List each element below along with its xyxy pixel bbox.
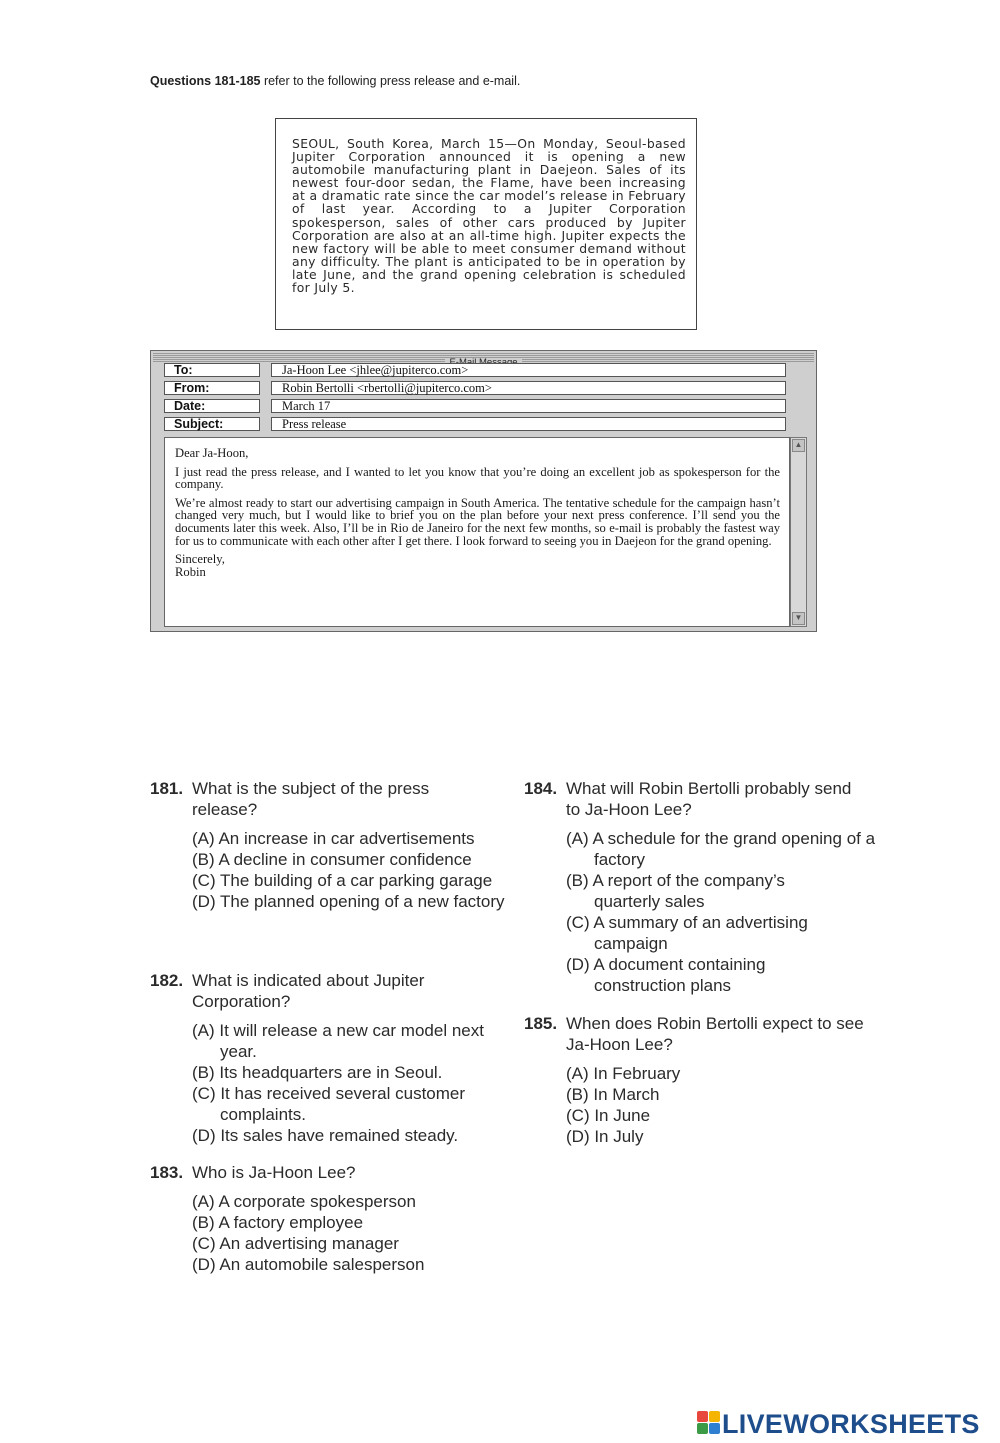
question-181: [150, 778, 510, 912]
question-number: 185.: [524, 1014, 558, 1033]
email-body: [164, 437, 790, 627]
option: (A) A schedule for the grand opening of a factory: [566, 829, 876, 869]
question-185: [524, 1013, 894, 1147]
email-closing: Sincerely,: [175, 552, 225, 567]
email-greeting: Dear Ja-Hoon,: [175, 446, 249, 460]
option-list: [192, 1020, 510, 1146]
from-label: From:: [164, 381, 260, 395]
date-label: Date:: [164, 399, 260, 413]
questions-range: Questions 181-185: [150, 74, 261, 88]
date-field: March 17: [271, 399, 786, 413]
from-field: Robin Bertolli <rbertolli@jupiterco.com>: [271, 381, 786, 395]
option: (B) A report of the company’s quarterly sales: [566, 871, 785, 911]
subject-field: Press release: [271, 417, 786, 431]
option: (B) A factory employee: [192, 1213, 364, 1232]
to-field: Ja-Hoon Lee <jhlee@jupiterco.com>: [271, 363, 786, 377]
option: (C) The building of a car parking garage: [192, 871, 493, 890]
question-183: [150, 1162, 510, 1275]
option: (B) Its headquarters are in Seoul.: [192, 1063, 443, 1082]
scroll-down-icon[interactable]: ▼: [792, 612, 805, 625]
question-stem: What is the subject of the press release?: [192, 779, 430, 819]
option: (D) Its sales have remained steady.: [192, 1126, 459, 1145]
option: (D) The planned opening of a new factory: [192, 892, 505, 911]
option: (D) In July: [566, 1127, 644, 1146]
option: (A) A corporate spokesperson: [192, 1192, 416, 1211]
question-number: 183.: [150, 1163, 184, 1182]
questions-intro-text: refer to the following press release and e-mail.: [260, 74, 521, 88]
email-paragraph-2: We’re almost ready to start our advertising campaign in South America. The tentative schedule for the campaign hasn’t changed very much, but I would like to brief you on the plan before your next press conference. I’ll send you the documents later this week. Also, I’ll be in Rio de Janeiro for the next few months, so e-mail is probably the fastest way for us to communicate with each other after I get there. I look forward to seeing you in Daejeon for the grand opening.: [175, 495, 780, 548]
option: (A) In February: [566, 1064, 681, 1083]
question-184: [524, 778, 894, 996]
question-stem: What will Robin Bertolli probably send to Ja-Hoon Lee?: [566, 779, 852, 819]
option: (B) A decline in consumer confidence: [192, 850, 472, 869]
option: (D) An automobile salesperson: [192, 1255, 425, 1274]
option: (C) In June: [566, 1106, 651, 1125]
email-titlebar: [153, 352, 814, 362]
option: (C) An advertising manager: [192, 1234, 399, 1253]
option: (B) In March: [566, 1085, 660, 1104]
email-scrollbar[interactable]: [790, 437, 807, 627]
question-stem: Who is Ja-Hoon Lee?: [192, 1163, 356, 1182]
option: (D) A document containing construction plans: [566, 955, 766, 995]
brand-text: LIVEWORKSHEETS: [722, 1409, 980, 1439]
question-number: 182.: [150, 971, 184, 990]
option: (C) It has received several customer complaints.: [192, 1084, 466, 1124]
question-182: [150, 970, 510, 1146]
option-list: [192, 1191, 510, 1275]
option: (A) An increase in car advertisements: [192, 829, 475, 848]
email-window: [150, 350, 817, 632]
option-list: [566, 828, 894, 996]
option: (A) It will release a new car model next year.: [192, 1021, 484, 1061]
question-stem: When does Robin Bertolli expect to see Ja-Hoon Lee?: [566, 1014, 864, 1054]
brand-wordmark: [697, 1410, 980, 1438]
question-stem: What is indicated about Jupiter Corporation?: [192, 971, 425, 1011]
subject-label: Subject:: [164, 417, 260, 431]
option-list: [566, 1063, 894, 1147]
question-number: 184.: [524, 779, 558, 798]
to-label: To:: [164, 363, 260, 377]
scroll-up-icon[interactable]: ▲: [792, 439, 805, 452]
question-number: 181.: [150, 779, 184, 798]
option: (C) A summary of an advertising campaign: [566, 913, 808, 953]
questions-intro: [150, 74, 520, 88]
email-paragraph-1: I just read the press release, and I wanted to let you know that you’re doing an excellent job as spokesperson for the company.: [175, 464, 780, 492]
press-release: SEOUL, South Korea, March 15—On Monday, Seoul-based Jupiter Corporation announced it is opening a new automobile manufacturing plant in Daejeon. Sales of its newest four-door sedan, the Flame, have been increasing at a dramatic rate since the car model’s release in February of last year. According to a Jupiter Corporation spokesperson, sales of other cars produced by Jupiter Corporation are also at an all-time high. Jupiter expects the new factory will be able to meet consumer demand without any difficulty. The plant is anticipated to be in operation by late June, and the grand opening celebration is scheduled for July 5.: [275, 118, 697, 330]
email-signature: Robin: [175, 564, 206, 579]
option-list: [192, 828, 510, 912]
